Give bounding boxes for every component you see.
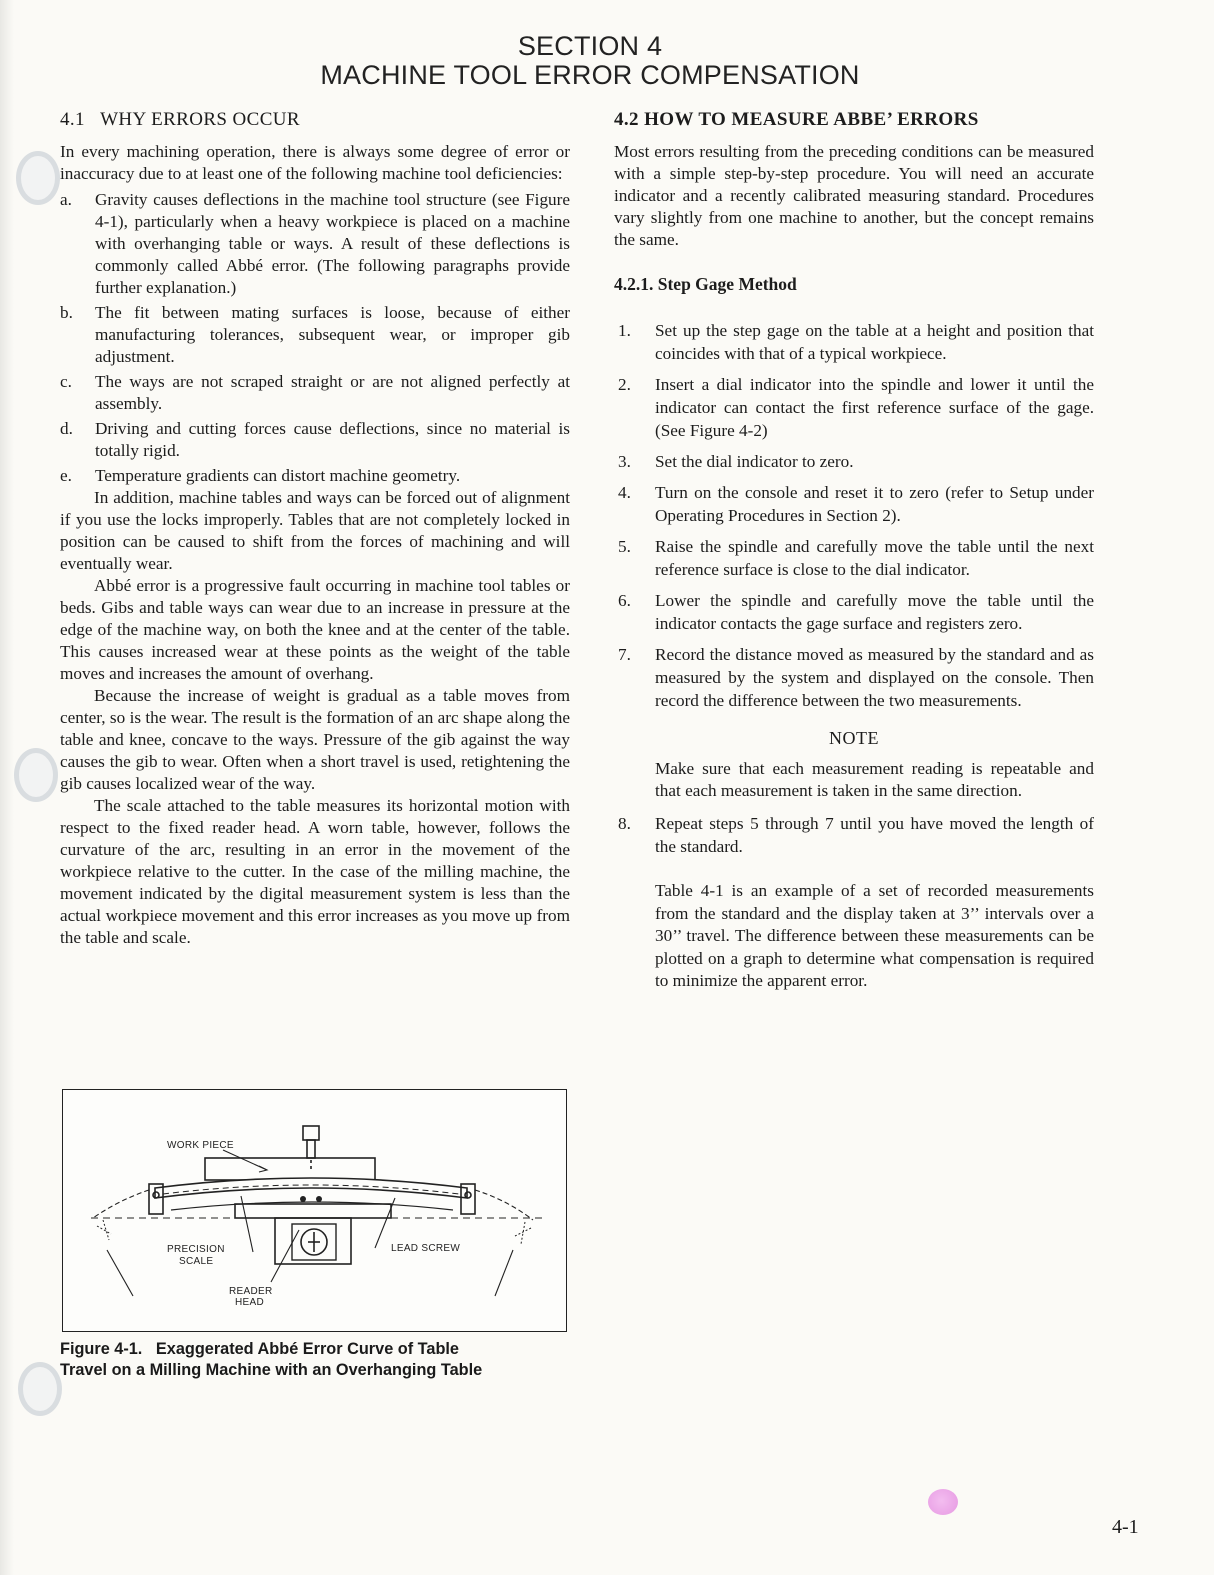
label-reader: READER [229, 1286, 273, 1297]
list-marker: c. [60, 372, 72, 391]
step-text: Lower the spindle and carefully move the table until the indicator contacts the gage surface and registers zero. [655, 591, 1094, 633]
list-text: The ways are not scraped straight or are not aligned perfectly at assembly. [95, 372, 570, 413]
intro-paragraph-right: Most errors resulting from the preceding conditions can be measured with a simple step-by-step procedure. You will need an accurate indicator and a recently calibrated measuring standard. Procedures vary slightly from one machine to another, but the concept remains the same. [614, 142, 1094, 249]
note-heading: NOTE [829, 728, 879, 748]
step-number: 3. [618, 452, 631, 471]
list-text: Temperature gradients can distort machine geometry. [95, 466, 461, 485]
figure-caption [60, 1339, 570, 1381]
step-text: Turn on the console and reset it to zero (refer to Setup under Operating Procedures in Section 2). [655, 483, 1094, 525]
subheading-step-gage: 4.2.1. Step Gage Method [614, 274, 797, 294]
heading-text: WHY ERRORS OCCUR [100, 109, 301, 130]
step-text: Record the distance moved as measured by the standard and as measured by the system and displayed on the console. Then record the difference between the two measurements. [655, 645, 1094, 710]
knee [275, 1218, 351, 1264]
step-number: 7. [618, 645, 631, 664]
binder-hole-top [16, 151, 60, 205]
step-number: 4. [618, 483, 631, 502]
section-title: MACHINE TOOL ERROR COMPENSATION [320, 60, 860, 90]
list-item [60, 418, 570, 462]
list-marker: b. [60, 303, 73, 322]
label-lead-screw: LEAD SCREW [391, 1243, 461, 1254]
procedure-steps [614, 319, 1094, 712]
list-text: Gravity causes deflections in the machine tool structure (see Figure 4-1), particularly when a heavy workpiece is placed on a machine with overhanging table or ways. A result of these deflections is commonly called Abbé error. (The following paragraphs provide further explanation.) [95, 190, 570, 297]
step-text: Set the dial indicator to zero. [655, 452, 854, 471]
step-item [614, 535, 1094, 581]
procedure-steps-continued [614, 812, 1094, 858]
step-item [614, 812, 1094, 858]
list-item [60, 465, 570, 487]
page-number: 4-1 [1112, 1516, 1139, 1538]
list-item [60, 302, 570, 368]
body-paragraph: Abbé error is a progressive fault occurring in machine tool tables or beds. Gibs and table ways can wear due to an increase in pressure at the edge of the machine way, on both the knee and at the center of the table. This causes increased wear at these points as the weight of the table moves and increases the amount of overhang. [60, 576, 570, 683]
heading-4-1 [60, 107, 570, 133]
label-scale: SCALE [179, 1256, 214, 1267]
note-text: Make sure that each measurement reading is repeatable and that each measurement is taken in the same direction. [655, 759, 1094, 800]
right-column [614, 107, 1094, 993]
heading-4-2: 4.2 HOW TO MEASURE ABBE’ ERRORS [614, 109, 979, 130]
step-text: Repeat steps 5 through 7 until you have moved the length of the standard. [655, 814, 1094, 856]
spindle-tool [307, 1140, 315, 1158]
step-number: 5. [618, 537, 631, 556]
spindle-head [303, 1126, 319, 1140]
figure-4-1 [62, 1089, 567, 1332]
step-number: 8. [618, 814, 631, 833]
label-precision: PRECISION [167, 1244, 225, 1255]
step-number: 1. [618, 321, 631, 340]
step-text: Raise the spindle and carefully move the table until the next reference surface is close to the dial indicator. [655, 537, 1094, 579]
step-item [614, 481, 1094, 527]
body-paragraph: Because the increase of weight is gradual as a table moves from center, so is the wear. The result is the formation of an arc shape along the table and knee, concave to the ways. Pressure of the gib against the way causes the gib to wear. Often when a short travel is used, retightening the gib causes localized wear of the way. [60, 686, 570, 793]
list-text: The fit between mating surfaces is loose, because of either manufacturing tolerances, subsequent wear, or improper gib adjustment. [95, 303, 570, 366]
list-text: Driving and cutting forces cause deflections, since no material is totally rigid. [95, 419, 570, 460]
list-item [60, 189, 570, 299]
section-number: SECTION 4 [517, 31, 663, 61]
step-text: Insert a dial indicator into the spindle and lower it until the indicator can contact the first reference surface of the gage. (See Figure 4-2) [655, 375, 1094, 440]
precision-scale-rail [171, 1202, 453, 1210]
binder-hole-bottom [18, 1362, 62, 1416]
step-item [614, 450, 1094, 473]
saddle [235, 1204, 391, 1218]
list-marker: a. [60, 190, 72, 209]
list-marker: e. [60, 466, 72, 485]
pink-ink-mark [928, 1489, 958, 1515]
step-item [614, 373, 1094, 442]
body-paragraph: The scale attached to the table measures its horizontal motion with respect to the fixed reader head. A worn table, however, follows the curvature of the arc, resulting in an error in the movement of the workpiece relative to the cutter. In the case of the milling machine, the movement indicated by the digital measurement system is less than the actual workpiece movement and this error increases as you move up from the table and scale. [60, 796, 570, 947]
left-column [60, 107, 570, 949]
heading-number: 4.1 [60, 109, 85, 130]
step-text: Set up the step gage on the table at a height and position that coincides with that of a typical workpiece. [655, 321, 1094, 363]
step-number: 6. [618, 591, 631, 610]
figure-caption-line-2: Travel on a Milling Machine with an Overhanging Table [60, 1361, 483, 1379]
intro-paragraph: In every machining operation, there is always some degree of error or inaccuracy due to at least one of the following machine tool deficiencies: [60, 142, 570, 183]
list-marker: d. [60, 419, 73, 438]
step-item [614, 589, 1094, 635]
list-item [60, 371, 570, 415]
step-item [614, 319, 1094, 365]
step-item [614, 643, 1094, 712]
step-number: 2. [618, 375, 631, 394]
label-head: HEAD [235, 1297, 264, 1308]
binder-hole-middle [14, 748, 58, 802]
scan-edge-shadow [0, 0, 14, 1575]
closing-paragraph: Table 4-1 is an example of a set of recorded measurements from the standard and the display taken at 3’’ intervals over a 30’’ travel. The difference between these measurements can be plotted on a graph to determine what compensation is required to minimize the apparent error. [655, 881, 1094, 990]
workpiece-block [205, 1158, 375, 1180]
label-work-piece: WORK PIECE [167, 1140, 234, 1151]
body-paragraph: In addition, machine tables and ways can be forced out of alignment if you use the locks improperly. Tables that are not completely locked in position can be caused to shift from the forces of machining and will eventually wear. [60, 488, 570, 573]
deficiency-list [60, 189, 570, 487]
curved-table [155, 1178, 467, 1198]
abbe-error-diagram [63, 1090, 566, 1331]
figure-caption-line-1: Figure 4-1. Exaggerated Abbé Error Curve of Table [60, 1340, 459, 1358]
